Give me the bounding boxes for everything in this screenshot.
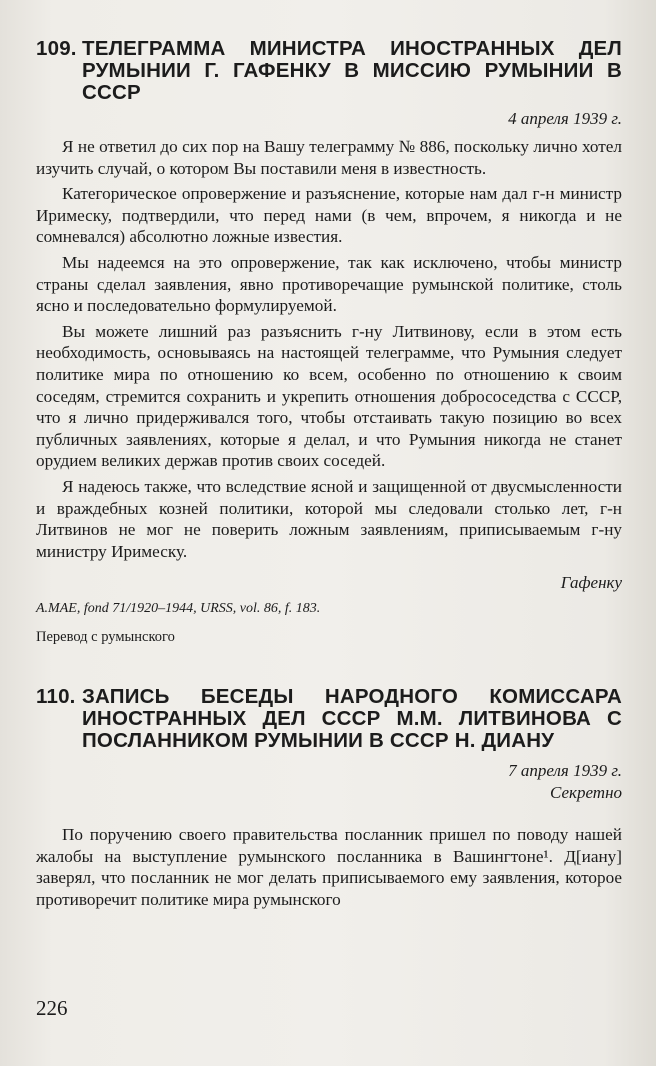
doc-109-signature: Гафенку bbox=[560, 573, 622, 593]
doc-109-paragraph-4: Вы можете лишний раз разъяснить г-ну Литвинову, если в этом есть необходимость, основываясь на настоящей телеграмме, что Румыния следует политике мира по отношению ко всем, особенно по отношению к своим соседям, стремится сохранить и укрепить отношения добрососедства с СССР, что я лично придерживался того, чтобы отстаивать такую позицию во всех публичных заявлениях, которые я делал, и что Румыния никогда не станет орудием великих держав против своих соседей. bbox=[36, 321, 622, 471]
doc-110-date: 7 апреля 1939 г. bbox=[508, 761, 622, 781]
doc-110-classification: Секретно bbox=[550, 783, 622, 803]
doc-110-number: 110. bbox=[36, 685, 76, 709]
doc-109-number: 109. bbox=[36, 37, 77, 60]
doc-109-title: ТЕЛЕГРАММА МИНИСТРА ИНОСТРАННЫХ ДЕЛ РУМЫНИИ Г. ГАФЕНКУ В МИССИЮ РУМЫНИИ В СССР bbox=[82, 37, 622, 104]
page-number: 226 bbox=[36, 996, 68, 1020]
doc-109-paragraph-1: Я не ответил до сих пор на Вашу телеграмму № 886, поскольку лично хотел изучить случай, о котором Вы поставили меня в известность. bbox=[36, 137, 622, 178]
doc-109-heading bbox=[36, 38, 622, 104]
doc-109-paragraph-3: Мы надеемся на это опровержение, так как исключено, чтобы министр страны сделал заявления, явно противоречащие румынской политике, столь ясно и последовательно формулируемой. bbox=[36, 252, 622, 316]
doc-109-date: 4 апреля 1939 г. bbox=[508, 109, 622, 128]
doc-109-translation-note: Перевод с румынского bbox=[36, 629, 175, 646]
doc-110-heading bbox=[36, 686, 622, 752]
doc-109-source: A.MAE, fond 71/1920–1944, URSS, vol. 86, f. 183. bbox=[36, 601, 321, 617]
doc-109-paragraph-2: Категорическое опровержение и разъяснение, которые нам дал г-н министр Иримеску, подтвердили, что перед нами (в чем, впрочем, я никогда и не сомневался) абсолютно ложные известия. bbox=[36, 184, 622, 247]
doc-110-title: ЗАПИСЬ БЕСЕДЫ НАРОДНОГО КОМИССАРА ИНОСТРАННЫХ ДЕЛ СССР М.М. ЛИТВИНОВА С ПОСЛАННИКОМ РУМЫНИИ В СССР Н. ДИАНУ bbox=[82, 685, 622, 753]
doc-109-paragraph-5: Я надеюсь также, что вследствие ясной и защищенной от двусмысленности и враждебных козней политики, которой мы следовали столько лет, г-н Литвинов не мог не поверить ложным заявлениям, приписываемым г-ну министру Иримеску. bbox=[36, 476, 622, 561]
doc-110-paragraph-1: По поручению своего правительства посланник пришел по поводу нашей жалобы на выступление румынского посланника в Вашингтоне¹. Д[иану] заверял, что посланник не мог делать приписываемого ему заявления, которое противоречит политике мира румынского bbox=[36, 825, 622, 910]
